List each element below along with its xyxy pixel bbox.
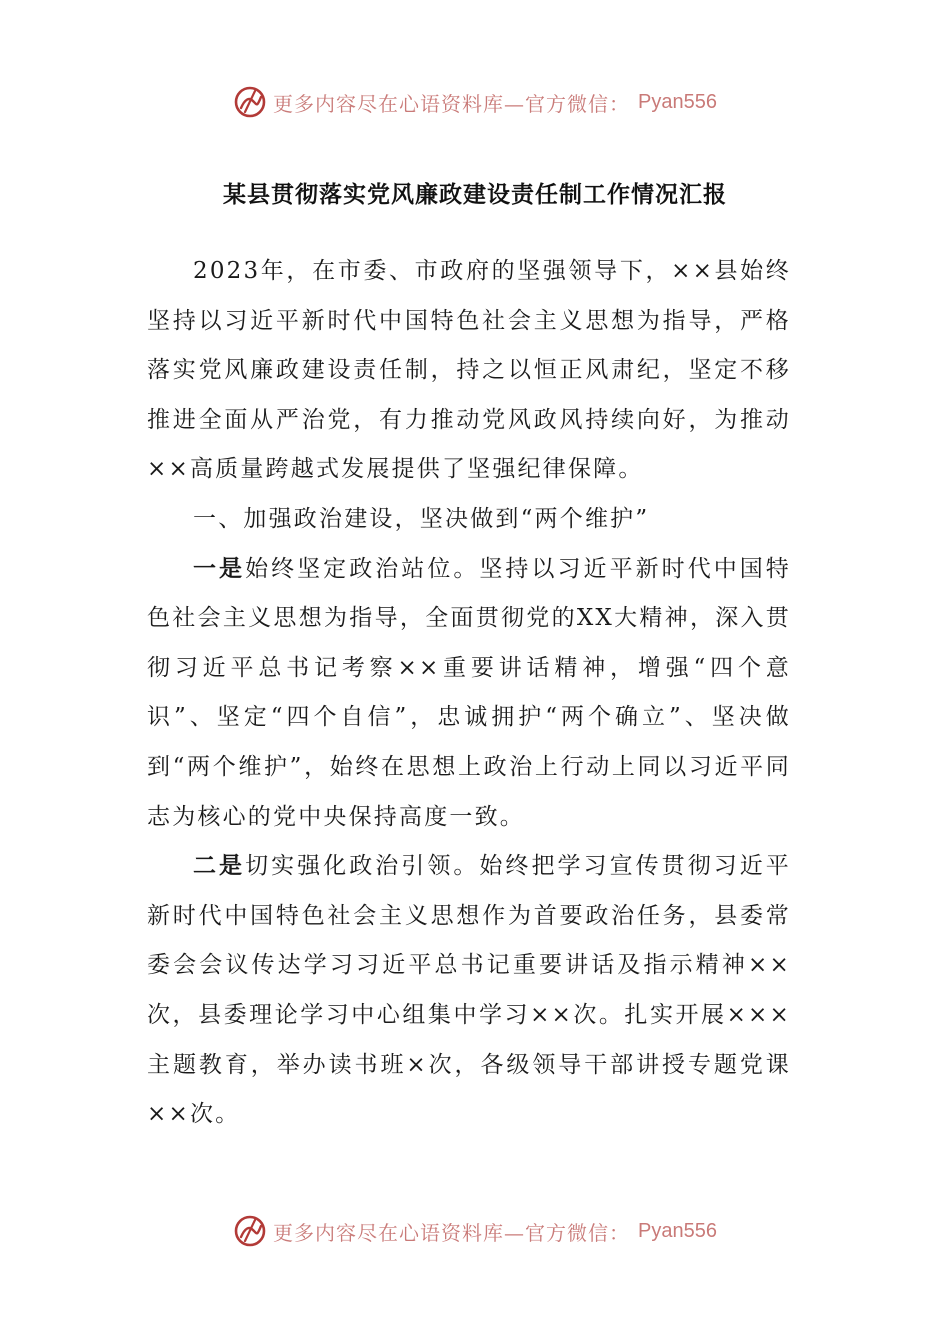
document-body <box>147 247 791 1140</box>
watermark-wechat-id: Pyan556 <box>638 1219 717 1242</box>
pen-signature-icon <box>233 1214 267 1248</box>
document-title: 某县贯彻落实党风廉政建设责任制工作情况汇报 <box>223 182 727 208</box>
point-one-text: 始终坚定政治站位。坚持以习近平新时代中国特色社会主义思想为指导，全面贯彻党的XX大精神，深入贯彻习近平总书记考察××重要讲话精神，增强“四个意识”、坚定“四个自信”，忠诚拥护“两个确立”、坚决做到“两个维护”，始终在思想上政治上行动上同以习近平同志为核心的党中央保持高度一致。 <box>147 555 791 830</box>
pen-signature-icon <box>233 85 267 119</box>
point-two-paragraph <box>147 842 791 1140</box>
point-one-paragraph <box>147 545 791 843</box>
section-heading: 一、加强政治建设，坚决做到“两个维护” <box>193 505 650 532</box>
point-one-lead: 一是 <box>193 555 246 582</box>
intro-paragraph: 2023年，在市委、市政府的坚强领导下，××县始终坚持以习近平新时代中国特色社会主义思想为指导，严格落实党风廉政建设责任制，持之以恒正风肃纪，坚定不移推进全面从严治党，有力推动党风政风持续向好，为推动××高质量跨越式发展提供了坚强纪律保障。 <box>147 258 791 483</box>
watermark-text: 更多内容尽在心语资料库—官方微信： <box>273 1220 631 1245</box>
point-two-text: 切实强化政治引领。始终把学习宣传贯彻习近平新时代中国特色社会主义思想作为首要政治任务，县委常委会会议传达学习习近平总书记重要讲话及指示精神××次，县委理论学习中心组集中学习××次。扎实开展×××主题教育，举办读书班×次，各级领导干部讲授专题党课××次。 <box>147 853 791 1128</box>
watermark-wechat-id: Pyan556 <box>638 90 717 113</box>
watermark-text: 更多内容尽在心语资料库—官方微信： <box>273 91 631 116</box>
watermark-header <box>0 80 950 124</box>
watermark-footer <box>0 1209 950 1253</box>
point-two-lead: 二是 <box>193 853 246 880</box>
